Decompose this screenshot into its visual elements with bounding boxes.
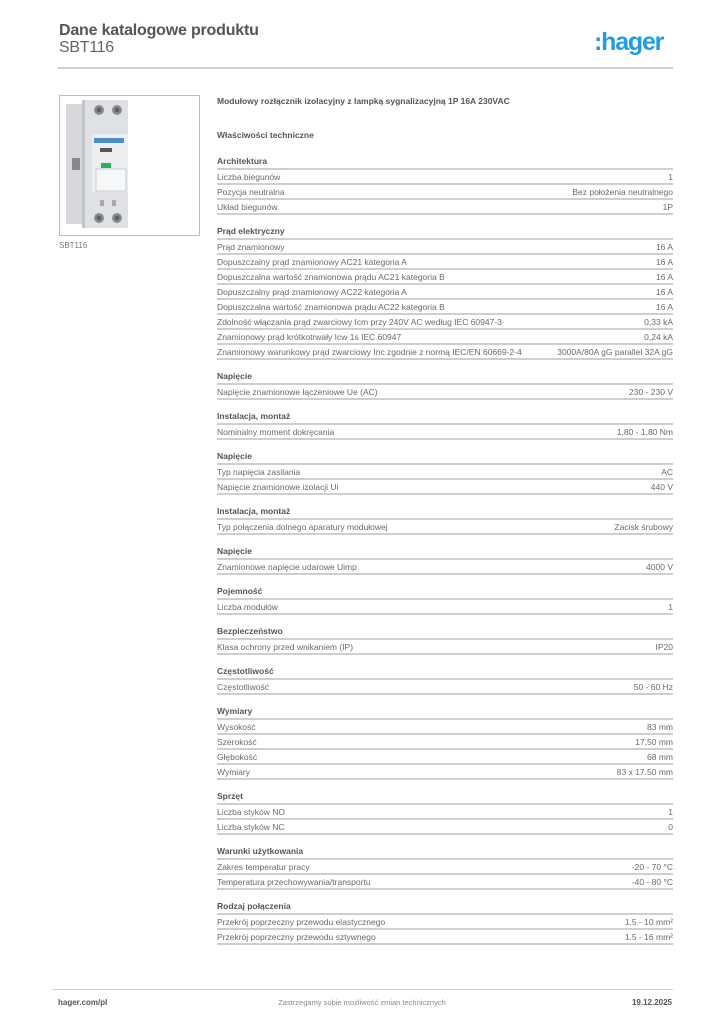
spec-value: 83 mm [647,722,673,732]
spec-section [217,705,673,780]
spec-value: 16 A [655,287,673,297]
spec-value: -20 - 70 °C [631,862,673,872]
footer-disclaimer: Zastrzegamy sobie możliwość zmian technicznych [278,998,446,1007]
circuit-breaker-icon [60,96,199,235]
hager-logo: :hager [594,28,664,56]
footer-website-link[interactable]: hager.com/pl [58,998,108,1007]
spec-value: 0,24 kA [644,332,673,342]
spec-row [217,720,673,735]
spec-section [217,450,673,495]
spec-label: Typ napięcia zasilania [217,467,301,477]
product-image [59,95,200,236]
spec-row [217,915,673,930]
section-title: Rodzaj połączenia [217,900,673,915]
spec-value: 16 A [655,302,673,312]
spec-row [217,425,673,440]
footer-divider [52,989,673,990]
spec-row [217,330,673,345]
spec-section [217,155,673,215]
spec-label: Szerokość [217,737,257,747]
spec-row [217,750,673,765]
spec-value: 50 - 60 Hz [633,682,673,692]
spec-label: Dopuszczalna wartość znamionowa prądu AC22 kategoria B [217,302,445,312]
section-title: Częstotliwość [217,665,673,680]
spec-value: IP20 [655,642,673,652]
spec-section [217,665,673,695]
section-title: Instalacja, montaż [217,410,673,425]
spec-row [217,345,673,360]
spec-section [217,370,673,400]
spec-label: Układ biegunów [217,202,278,212]
spec-label: Dopuszczalny prąd znamionowy AC22 kategoria A [217,287,407,297]
spec-label: Typ połączenia dolnego aparatury modułowej [217,522,388,532]
spec-value: 1P [662,202,673,212]
spec-row [217,200,673,215]
product-details [217,96,673,955]
spec-label: Głębokość [217,752,258,762]
spec-sections [217,155,673,945]
spec-row [217,285,673,300]
section-title: Napięcie [217,450,673,465]
spec-value: 1 [668,807,673,817]
spec-label: Prąd znamionowy [217,242,285,252]
spec-value: 16 A [655,257,673,267]
spec-value: 3000A/80A gG parallel 32A gG [557,347,673,357]
spec-row [217,465,673,480]
section-title: Napięcie [217,545,673,560]
section-title: Wymiary [217,705,673,720]
section-title: Bezpieczeństwo [217,625,673,640]
spec-value: 1,80 - 1,80 Nm [616,427,673,437]
spec-label: Dopuszczalna wartość znamionowa prądu AC21 kategoria B [217,272,445,282]
product-description: Modułowy rozłącznik izolacyjny z lampką sygnalizacyjną 1P 16A 230VAC [217,96,510,106]
spec-label: Znamionowy warunkowy prąd zwarciowy Inc zgodnie z normą IEC/EN 60669-2-4 [217,347,522,357]
spec-row [217,185,673,200]
spec-value: Zacisk śrubowy [614,522,673,532]
spec-value: 83 x 17.50 mm [616,767,673,777]
spec-row [217,270,673,285]
section-title: Warunki użytkowania [217,845,673,860]
image-caption: SBT116 [59,241,88,250]
spec-label: Wymiary [217,767,250,777]
spec-value: 68 mm [647,752,673,762]
spec-row [217,600,673,615]
spec-label: Napięcie znamionowe łączeniowe Ue (AC) [217,387,378,397]
technical-properties-heading: Właściwości techniczne [217,130,314,140]
spec-value: AC [661,467,673,477]
spec-label: Liczba modułów [217,602,278,612]
spec-value: -40 - 80 °C [631,877,673,887]
spec-row [217,480,673,495]
spec-row [217,385,673,400]
spec-value: 1.5 - 10 mm² [624,917,673,927]
spec-label: Klasa ochrony przed wnikaniem (IP) [217,642,354,652]
spec-label: Liczba biegunów [217,172,281,182]
header-divider [58,67,673,69]
spec-label: Znamionowe napięcie udarowe Uimp [217,562,357,572]
spec-label: Zdolność włączania prąd zwarciowy Icm przy 240V AC według IEC 60947-3 [217,317,502,327]
spec-label: Wysokość [217,722,256,732]
spec-label: Pozycja neutralna [217,187,285,197]
section-title: Architektura [217,155,673,170]
spec-section [217,545,673,575]
section-title: Prąd elektryczny [217,225,673,240]
section-title: Instalacja, montaż [217,505,673,520]
page-title: Dane katalogowe produktu [59,22,259,39]
spec-row [217,240,673,255]
spec-label: Liczba styków NO [217,807,286,817]
spec-value: 1 [668,172,673,182]
spec-row [217,765,673,780]
spec-row [217,315,673,330]
spec-row [217,805,673,820]
spec-section [217,625,673,655]
spec-label: Zakres temperatur pracy [217,862,310,872]
spec-section [217,900,673,945]
spec-label: Znamionowy prąd krótkotrwały Icw 1s IEC 60947 [217,332,402,342]
spec-label: Nominalny moment dokręcania [217,427,335,437]
spec-label: Przekrój poprzeczny przewodu sztywnego [217,932,376,942]
spec-value: 17,50 mm [635,737,673,747]
spec-value: 0 [668,822,673,832]
spec-value: 230 - 230 V [629,387,673,397]
spec-row [217,170,673,185]
spec-label: Napięcie znamionowe izolacji Ui [217,482,339,492]
spec-row [217,560,673,575]
spec-value: 440 V [650,482,673,492]
spec-label: Dopuszczalny prąd znamionowy AC21 kategoria A [217,257,407,267]
spec-label: Liczba styków NC [217,822,285,832]
spec-row [217,820,673,835]
spec-value: 16 A [655,272,673,282]
section-title: Napięcie [217,370,673,385]
spec-section [217,410,673,440]
spec-section [217,845,673,890]
spec-section [217,505,673,535]
spec-row [217,875,673,890]
section-title: Sprzęt [217,790,673,805]
spec-row [217,520,673,535]
spec-row [217,680,673,695]
footer-date: 19.12.2025 [631,998,672,1007]
section-title: Pojemność [217,585,673,600]
spec-value: Bez położenia neutralnego [572,187,673,197]
spec-section [217,225,673,360]
spec-label: Częstotliwość [217,682,269,692]
spec-label: Temperatura przechowywania/transportu [217,877,371,887]
spec-label: Przekrój poprzeczny przewodu elastycznego [217,917,386,927]
spec-row [217,735,673,750]
spec-value: 4000 V [646,562,673,572]
spec-row [217,300,673,315]
spec-value: 0,33 kA [644,317,673,327]
spec-value: 1.5 - 16 mm² [624,932,673,942]
spec-section [217,585,673,615]
product-code: SBT116 [59,39,114,56]
spec-value: 1 [668,602,673,612]
spec-row [217,930,673,945]
spec-row [217,640,673,655]
spec-section [217,790,673,835]
spec-row [217,860,673,875]
spec-row [217,255,673,270]
spec-value: 16 A [655,242,673,252]
